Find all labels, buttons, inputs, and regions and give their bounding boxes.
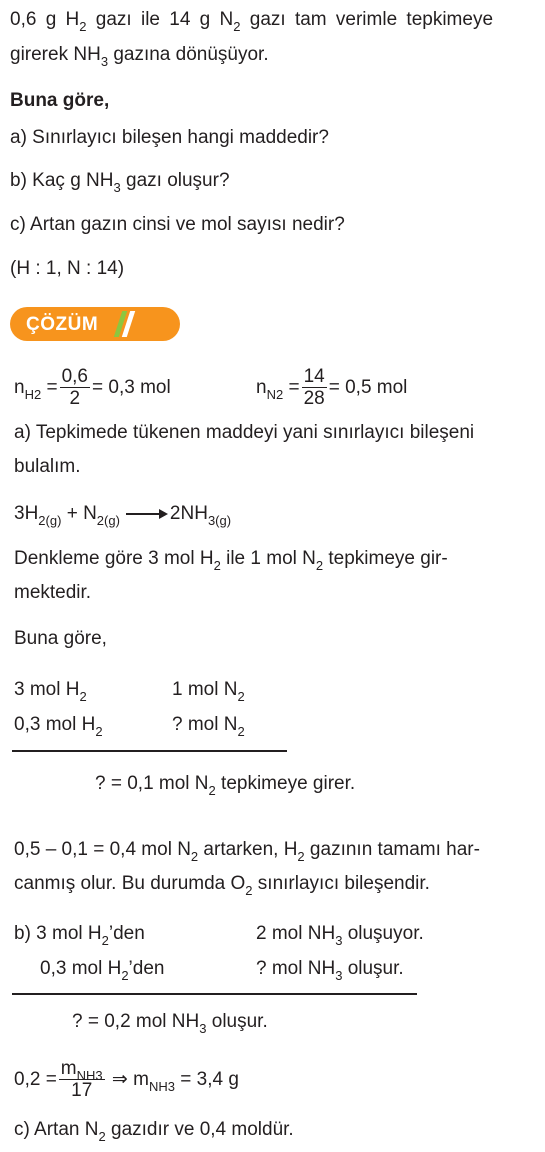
question-line-1: 0,6 g $H_2$ gazı ile 14 g $N_2$ gazı tam verimle tepkimeye <box>10 9 494 34</box>
proportion-result-a: ? = 0,1 mol $N_2$ tepkimeye girer. <box>95 773 356 798</box>
mole-calc-n2: $n_{N2}$ = $\frac{14}{28}$ = 0,5 mol <box>256 366 408 410</box>
question-a: a) Sınırlayıcı bileşen hangi maddedir? <box>10 127 329 148</box>
part-a-line-2: bulalım. <box>14 456 81 477</box>
divider-line <box>12 993 417 995</box>
fraction-h2: $\frac{0,6}{2}$ <box>61 366 88 410</box>
fraction-mass: $\frac{m_{NH3}}{17}$ <box>60 1058 103 1102</box>
ratio-line-1: Denkleme göre 3 mol $H_2$ ile 1 mol $N_2$ tepkimeye gir- <box>14 548 448 573</box>
ratio-line-2: mektedir. <box>14 582 92 603</box>
mole-calc-h2: $n_{H2}$ = $\frac{0,6}{2}$ = 0,3 mol <box>14 366 171 410</box>
part-b-row-1-left: b) 3 mol $H_2’den$ <box>14 923 145 948</box>
buna-gore: Buna göre, <box>14 628 107 649</box>
part-b-row-1-right: 2 mol $NH_3$ oluşuyor. <box>256 923 424 948</box>
conclusion-line-1: 0,5 – 0,1 = 0,4 mol $N_2$ artarken, $H_2$ gazının tamamı har- <box>14 839 480 864</box>
question-b: b) Kaç g $NH_3$ gazı oluşur? <box>10 170 230 195</box>
question-line-2: girerek $NH_3$ gazına dönüşüyor. <box>10 44 269 69</box>
fraction-n2: $\frac{14}{28}$ <box>303 366 325 410</box>
divider-line <box>12 750 287 752</box>
question-c: c) Artan gazın cinsi ve mol sayısı nedir? <box>10 214 345 235</box>
mass-calculation: 0,2 = $\frac{m_{NH3}}{17}$ ⇒ $m_{NH3} = 3,4$ g <box>14 1058 239 1102</box>
reaction-equation: $3H_{2(g)} + N_{2(g)}$ $2NH_{3(g)}$ <box>14 503 232 528</box>
solution-badge <box>10 307 180 341</box>
part-b-row-2-right: ? mol $NH_3$ oluşur. <box>256 958 404 983</box>
question-bold-prompt: Buna göre, <box>10 90 110 111</box>
conclusion-line-2: canmış olur. Bu durumda $O_2$ sınırlayıcı bileşendir. <box>14 873 430 898</box>
atomic-masses: (H : 1, N : 14) <box>10 258 125 279</box>
solution-badge-label: ÇÖZÜM <box>26 314 99 335</box>
part-c-answer: c) Artan $N_2$ gazıdır ve 0,4 moldür. <box>14 1119 294 1144</box>
part-b-row-2-left: 0,3 mol $H_2’den$ <box>40 958 165 983</box>
proportion-row-1-left: 3 mol $H_2$ <box>14 679 87 704</box>
proportion-row-1-right: 1 mol $N_2$ <box>172 679 245 704</box>
proportion-row-2-right: ? mol $N_2$ <box>172 714 245 739</box>
part-a-line-1: a) Tepkimede tükenen maddeyi yani sınırlayıcı bileşeni <box>14 422 475 443</box>
reaction-arrow <box>126 513 166 515</box>
proportion-result-b: ? = 0,2 mol $NH_3$ oluşur. <box>72 1011 268 1036</box>
proportion-row-2-left: 0,3 mol $H_2$ <box>14 714 103 739</box>
